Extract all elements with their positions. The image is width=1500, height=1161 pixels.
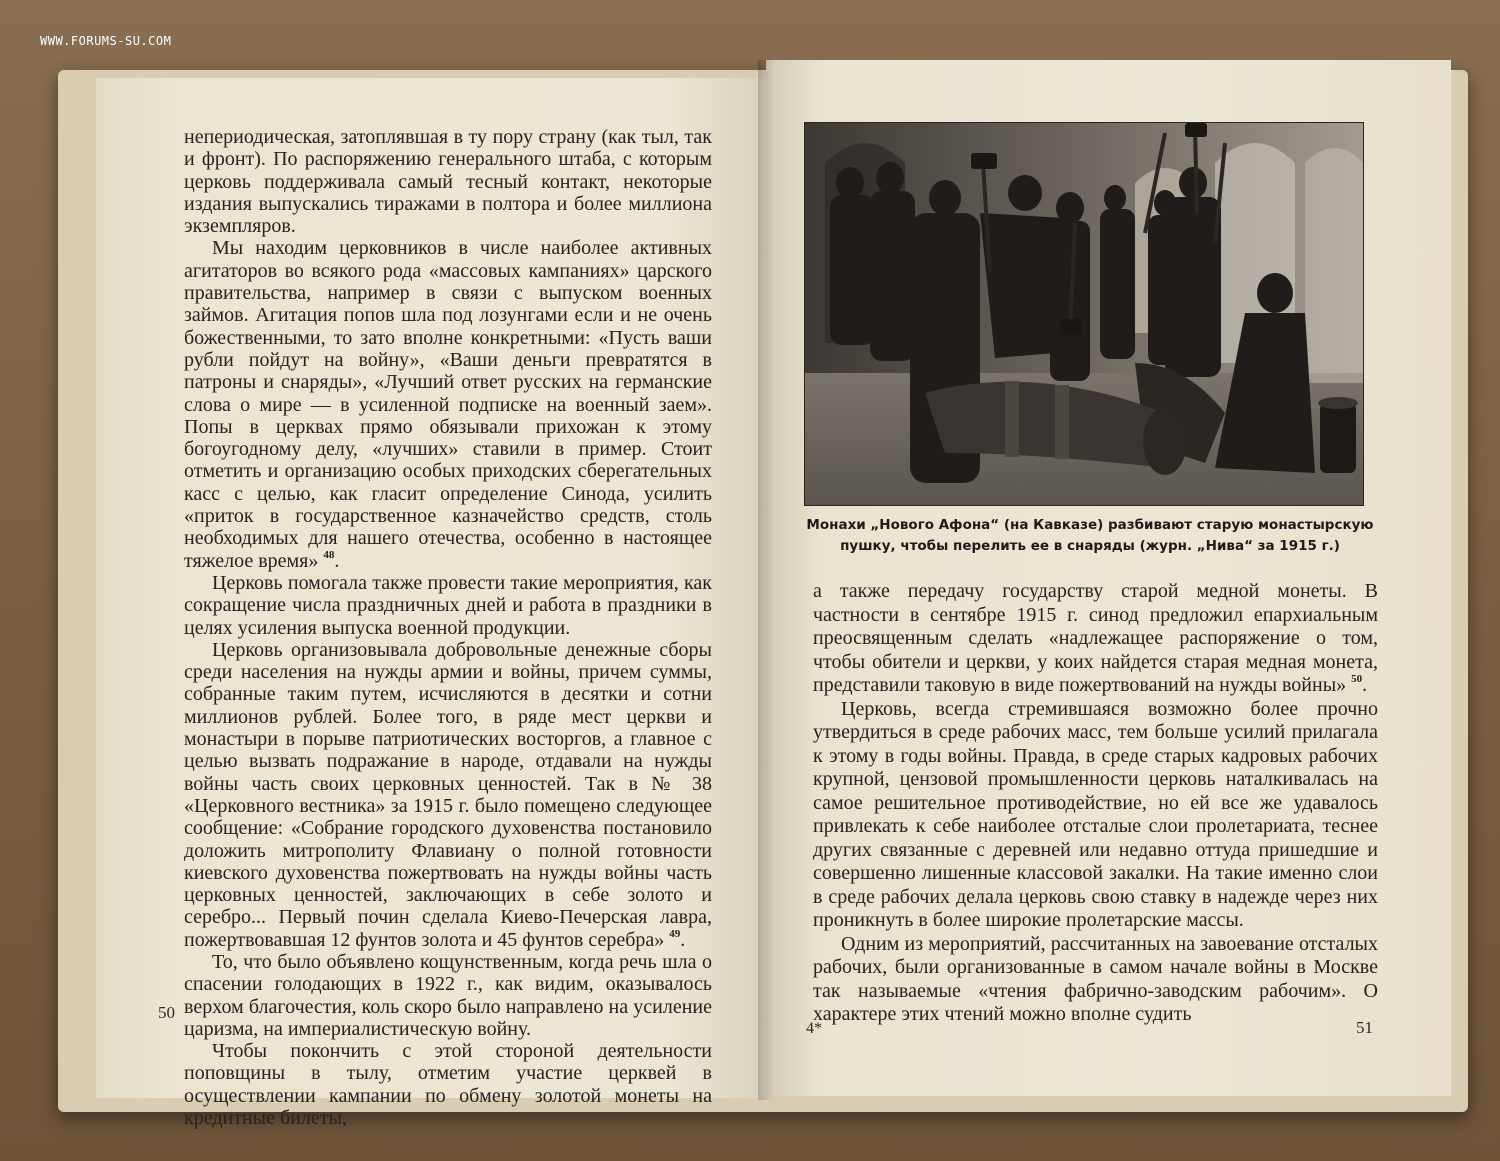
- right-paragraph-3: Одним из мероприятий, рассчитанных на завоевание отсталых рабочих, были организованные в самом начале войны в Москве так называемые «чтения фабрично-заводским рабочим». О характере этих чтений можно вполне судить: [813, 932, 1378, 1025]
- left-paragraph-5: То, что было объявлено кощунственным, когда речь шла о спасении голодающих в 1922 г., как видим, оказывалось верхом благочестия, коль скоро было направлено на усиление царизма, на империалистическую войну.: [184, 950, 712, 1040]
- watermark-text: WWW.FORUMS-SU.COM: [40, 34, 172, 48]
- left-paragraph-3: Церковь помогала также провести такие мероприятия, как сокращение числа праздничных дней и работа в праздники в целях усиления выпуска военной продукции.: [184, 571, 712, 639]
- right-page: [766, 60, 1451, 1096]
- page-number-left: 50: [158, 1003, 175, 1022]
- right-paragraph-2: Церковь, всегда стремившаяся возможно более прочно утвердиться в среде рабочих масс, тем больше усилий прилагала к этому в годы войны. Правда, в среде старых кадровых рабочих крупной, цензовой промышленности церковь наталкивалась на самое решительное противодействие, но ей все же удавалось привлекать к себе наиболее отсталые слои пролетариата, теснее других связанные с деревней или недавно оттуда пришедшие и совершенно лишенные классовой закалки. На такие именно слои в среде рабочих делала церковь свою ставку в надежде через них проникнуть в более широкие пролетарские массы.: [813, 697, 1378, 931]
- footnote-ref: 49: [669, 927, 681, 940]
- book-gutter: [758, 60, 774, 1100]
- left-page: [96, 78, 766, 1130]
- right-text-column: [813, 580, 1378, 1027]
- signature-mark: 4*: [806, 1020, 822, 1037]
- left-paragraph-1: непериодическая, затоплявшая в ту пору страну (как тыл, так и фронт). По распоряжению генерального штаба, с которым церковь поддерживала самый тесный контакт, некоторые издания выпускались тиражами в полтора и более миллиона экземпляров.: [184, 126, 712, 238]
- left-text-column: [184, 126, 712, 1129]
- left-paragraph-2: Мы находим церковников в числе наиболее активных агитаторов во всякого рода «массовых кампаниях» царского правительства, например в связи с выпуском военных займов. Агитация попов шла под лозунгами если и не очень божественными, то зато вполне конкретными: «Пусть ваши рубли пойдут на войну», «Ваши деньги превратятся в патроны и снаряды», «Лучший ответ русских на германские слова о мире — в усиленной подписке на военный заем». Попы в церквах прямо обязывали прихожан к этому богоугодному делу, «лучших» ставили в пример. Стоит отметить и организацию особых приходских сберегательных касс с целью, как гласит определение Синода, усилить «приток в государственное казначейство средств, столь необходимых для нашего отечества, особенно в настоящее тяжелое время» $^{48}$.: [184, 237, 712, 572]
- left-paragraph-4: Церковь организовывала добровольные денежные сборы среди населения на нужды армии и войны, причем суммы, собранные таким путем, исчисляются в десятки и сотни миллионов рублей. Более того, в ряде мест церкви и монастыри в порыве патриотических восторгов, а главное с целью вызвать подражание в народе, отдавали на нужды войны часть своих церковных ценностей. Так в № 38 «Церковного вестника» за 1915 г. было помещено следующее сообщение: «Собрание городского духовенства постановило доложить митрополиту Флавиану о полной готовности киевского духовенства пожертвовать на нужды войны часть церковных ценностей, заключающих в себе золото и серебро... Первый почин сделала Киево-Печерская лавра, пожертвовавшая 12 фунтов золота и 45 фунтов серебра» $^{49}$.: [184, 638, 712, 951]
- page-number-right: 51: [1356, 1018, 1373, 1037]
- left-paragraph-6: Чтобы покончить с этой стороной деятельности поповщины в тылу, отметим участие церквей в осуществлении кампании по обмену золотой монеты на кредитные билеты,: [184, 1040, 712, 1130]
- footnote-ref: 48: [323, 548, 335, 561]
- right-paragraph-1: а также передачу государству старой медной монеты. В частности в сентябре 1915 г. синод предложил епархиальным преосвященным сделать «надлежащее распоряжение о том, чтобы обители и церкви, у коих найдется старая медная монета, представили таковую в виде пожертвований на нужды войны» $^{50}$.: [813, 580, 1378, 696]
- footnote-ref: 50: [1351, 673, 1363, 685]
- illustration-monks-cannon: [804, 122, 1364, 506]
- illustration-caption: Монахи „Нового Афона“ (на Кавказе) разбивают старую монастырскую пушку, чтобы перелить ее в снаряды (журн. „Нива“ за 1915 г.): [806, 517, 1374, 554]
